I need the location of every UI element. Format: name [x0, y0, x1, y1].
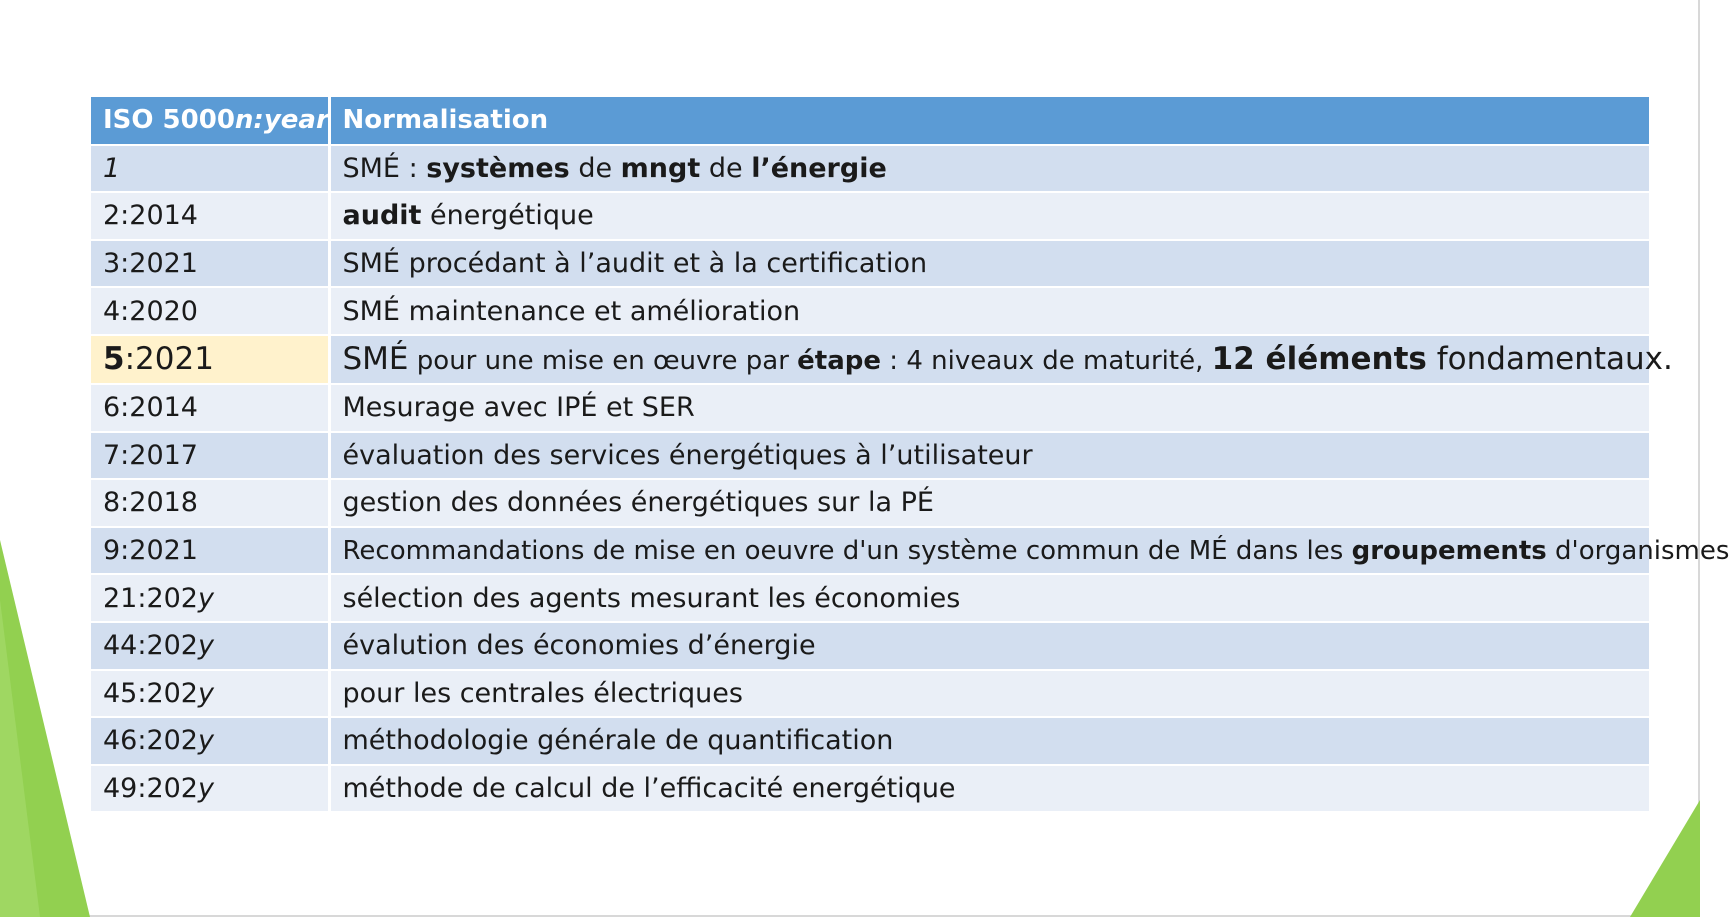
desc-text: sélection des agents mesurant les économies	[342, 582, 961, 614]
table-row	[91, 287, 1649, 335]
table-row	[91, 240, 1649, 288]
row-description	[329, 527, 1729, 575]
row-code-number: 2:2014	[103, 200, 198, 232]
row-code-year-placeholder: y	[198, 725, 214, 757]
table-row	[91, 192, 1649, 240]
desc-text: d'organismes	[1546, 535, 1729, 566]
table-row	[91, 432, 1649, 480]
table-row	[91, 717, 1649, 765]
row-code	[91, 717, 329, 765]
row-description	[329, 145, 1649, 193]
row-code	[91, 240, 329, 288]
row-code	[91, 479, 329, 527]
table-row	[91, 670, 1649, 718]
row-code	[91, 384, 329, 432]
desc-text: Recommandations de mise en oeuvre d'un système commun de MÉ dans les	[342, 535, 1352, 566]
row-code-number: 4:2020	[103, 295, 198, 327]
row-description	[329, 432, 1649, 480]
desc-text: SMÉ	[342, 341, 409, 378]
row-description	[329, 717, 1649, 765]
desc-text: SMÉ maintenance et amélioration	[342, 295, 801, 327]
desc-bold-text: 12 éléments	[1211, 341, 1427, 378]
iso-standards-table	[91, 97, 1729, 813]
row-code	[91, 287, 329, 335]
desc-bold-text: groupements	[1351, 535, 1547, 566]
table-row	[91, 145, 1649, 193]
desc-text: de	[569, 152, 621, 184]
row-code-year-placeholder: y	[198, 677, 214, 709]
desc-text: évalution des économies d’énergie	[342, 630, 816, 662]
desc-text: méthode de calcul de l’efficacité energétique	[342, 773, 956, 805]
row-description	[329, 384, 1649, 432]
desc-bold-text: systèmes	[426, 152, 570, 184]
green-corner-shape-left	[0, 540, 90, 917]
table-row	[91, 479, 1649, 527]
row-description	[329, 240, 1649, 288]
row-code	[91, 145, 329, 193]
row-description	[329, 765, 1649, 813]
desc-text: pour les centrales électriques	[342, 677, 743, 709]
row-description	[329, 670, 1649, 718]
row-description	[329, 622, 1649, 670]
row-description	[329, 479, 1649, 527]
row-code-year-placeholder: y	[198, 630, 214, 662]
column-header-code	[91, 97, 329, 145]
row-code-number: 7:2017	[103, 439, 198, 471]
row-code-year-placeholder: y	[198, 582, 214, 614]
row-code-number: 45:202	[103, 677, 198, 709]
column-header-code-suffix: n:year	[234, 105, 329, 136]
row-code	[91, 432, 329, 480]
desc-bold-text: audit	[342, 200, 422, 232]
row-code-number: 6:2014	[103, 392, 198, 424]
table-row	[91, 765, 1649, 813]
row-code	[91, 622, 329, 670]
row-code-number: 3:2021	[103, 248, 198, 280]
row-code-number: 21:202	[103, 582, 198, 614]
row-code	[91, 192, 329, 240]
row-code-number: 8:2018	[103, 487, 198, 519]
desc-text: SMÉ procédant à l’audit et à la certification	[342, 248, 928, 280]
row-code	[91, 574, 329, 622]
row-code-number: 1	[103, 152, 121, 184]
row-code	[91, 335, 329, 384]
row-code-number: 49:202	[103, 773, 198, 805]
desc-text: : 4 niveaux de maturité,	[881, 346, 1212, 377]
row-code-number: 44:202	[103, 630, 198, 662]
desc-text: Mesurage avec IPÉ et SER	[342, 392, 695, 424]
desc-bold-text: mngt	[620, 152, 701, 184]
row-description	[329, 192, 1649, 240]
row-description	[329, 335, 1673, 384]
desc-text: de	[700, 152, 752, 184]
row-code	[91, 765, 329, 813]
row-code-number: 46:202	[103, 725, 198, 757]
row-code	[91, 670, 329, 718]
desc-text: fondamentaux.	[1426, 341, 1673, 378]
column-header-normalisation: Normalisation	[329, 97, 1649, 145]
column-header-code-prefix: ISO 5000	[103, 105, 235, 136]
desc-text: méthodologie générale de quantification	[342, 725, 894, 757]
row-description	[329, 287, 1649, 335]
table-header-row	[91, 97, 1649, 145]
table-row	[91, 622, 1649, 670]
desc-bold-text: étape	[797, 346, 882, 377]
row-code-number: 5	[103, 341, 125, 378]
row-code-number: 9:2021	[103, 535, 198, 567]
row-code-year-placeholder: y	[198, 773, 214, 805]
table-row	[91, 384, 1649, 432]
desc-text: pour une mise en œuvre par	[408, 346, 798, 377]
row-description	[329, 574, 1649, 622]
desc-text: SMÉ :	[342, 152, 427, 184]
table-row	[91, 527, 1649, 575]
desc-text: gestion des données énergétiques sur la PÉ	[342, 487, 934, 519]
desc-text: évaluation des services énergétiques à l’utilisateur	[342, 439, 1033, 471]
table-row-highlighted	[91, 335, 1649, 384]
table-row	[91, 574, 1649, 622]
desc-text: énergétique	[421, 200, 594, 232]
row-code-year: :2021	[124, 341, 214, 378]
desc-bold-text: l’énergie	[751, 152, 887, 184]
green-corner-shape-right	[1630, 800, 1700, 917]
row-code	[91, 527, 329, 575]
